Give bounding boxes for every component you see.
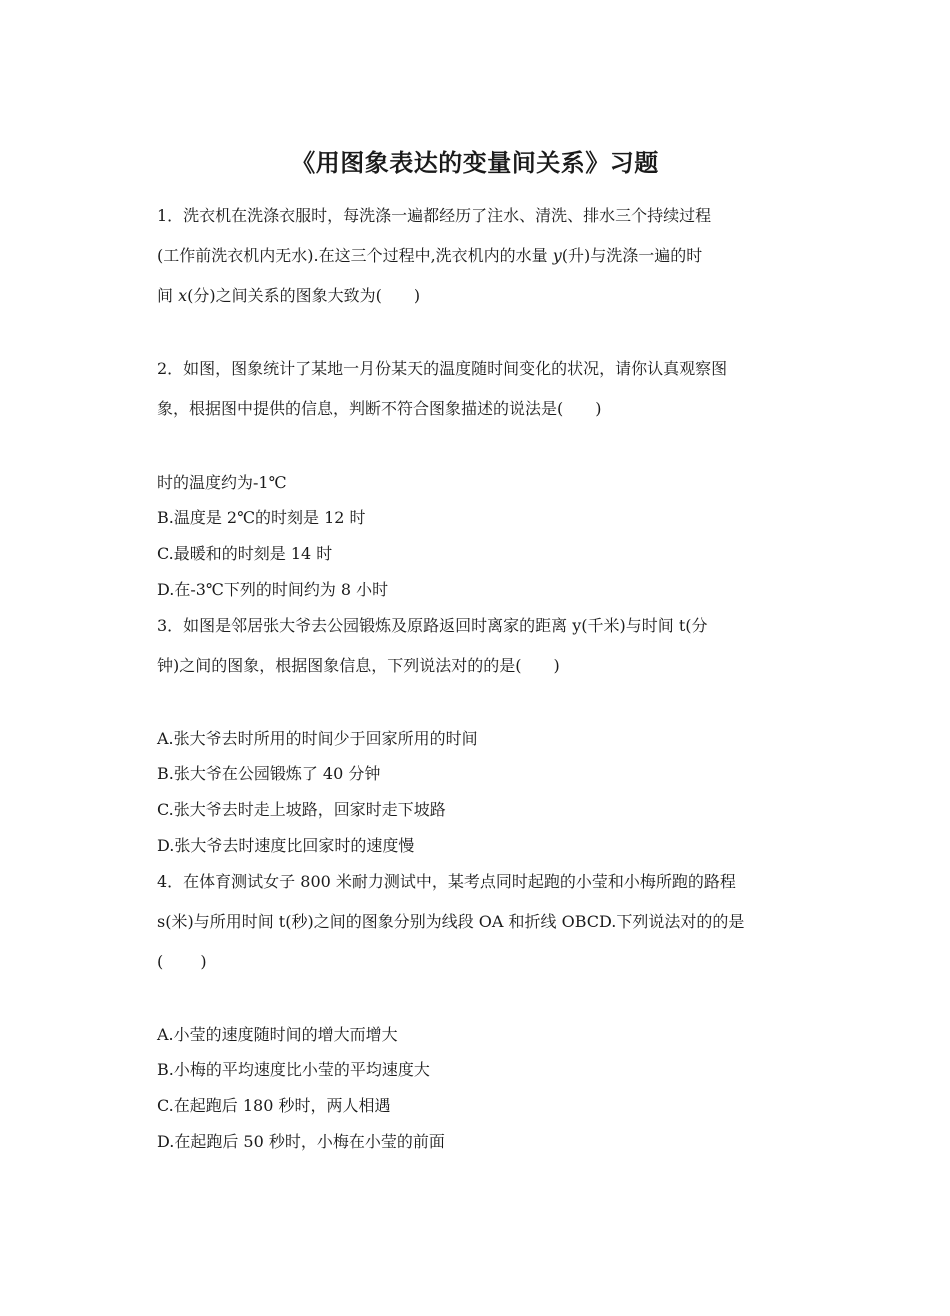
page-title: 《用图象表达的变量间关系》习题 xyxy=(291,149,659,177)
q2-option-b: B.温度是 2℃的时刻是 12 时 xyxy=(157,508,366,527)
q1-stem-line-3-text-a: 间 xyxy=(157,286,179,305)
q3-option-b: B.张大爷在公园锻炼了 40 分钟 xyxy=(157,764,381,783)
q4-option-d: D.在起跑后 50 秒时，小梅在小莹的前面 xyxy=(157,1132,445,1151)
q4-option-b: B.小梅的平均速度比小莹的平均速度大 xyxy=(157,1060,430,1079)
q2-option-a: 时的温度约为-1℃ xyxy=(157,473,287,492)
q1-stem-line-2-text-a: (工作前洗衣机内无水).在这三个过程中,洗衣机内的水量 xyxy=(157,246,553,265)
variable-y: y xyxy=(552,246,562,265)
q3-option-c: C.张大爷去时走上坡路，回家时走下坡路 xyxy=(157,800,446,819)
q4-option-c: C.在起跑后 180 秒时，两人相遇 xyxy=(157,1096,391,1115)
q2-stem-line-1: 2．如图，图象统计了某地一月份某天的温度随时间变化的状况，请你认真观察图 xyxy=(157,359,728,378)
q1-stem-line-3 xyxy=(157,285,807,307)
q3-stem-line-1: 3．如图是邻居张大爷去公园锻炼及原路返回时离家的距离 y(千米)与时间 t(分 xyxy=(157,616,708,635)
q2-stem-line-2: 象，根据图中提供的信息，判断不符合图象描述的说法是( ) xyxy=(157,399,602,418)
q3-option-d: D.张大爷去时速度比回家时的速度慢 xyxy=(157,836,415,855)
q1-stem-line-2 xyxy=(157,245,807,267)
q2-option-c: C.最暖和的时刻是 14 时 xyxy=(157,544,333,563)
q1-stem-line-1: 1．洗衣机在洗涤衣服时，每洗涤一遍都经历了注水、清洗、排水三个持续过程 xyxy=(157,206,712,225)
q4-stem-line-1: 4．在体育测试女子 800 米耐力测试中，某考点同时起跑的小莹和小梅所跑的路程 xyxy=(157,872,736,891)
q4-stem-line-2: s(米)与所用时间 t(秒)之间的图象分别为线段 OA 和折线 OBCD.下列说法对的的是 xyxy=(157,912,745,931)
q4-option-a: A.小莹的速度随时间的增大而增大 xyxy=(157,1025,398,1044)
q3-stem-line-2: 钟)之间的图象，根据图象信息，下列说法对的的是( ) xyxy=(157,656,560,675)
q2-option-d: D.在-3℃下列的时间约为 8 小时 xyxy=(157,580,389,599)
q4-stem-line-3: ( ) xyxy=(157,952,207,971)
q3-option-a: A.张大爷去时所用的时间少于回家所用的时间 xyxy=(157,729,478,748)
variable-x: x xyxy=(178,286,188,305)
q1-stem-line-2-text-b: (升)与洗涤一遍的时 xyxy=(561,246,703,265)
q1-stem-line-3-text-b: (分)之间关系的图象大致为( ) xyxy=(187,286,421,305)
